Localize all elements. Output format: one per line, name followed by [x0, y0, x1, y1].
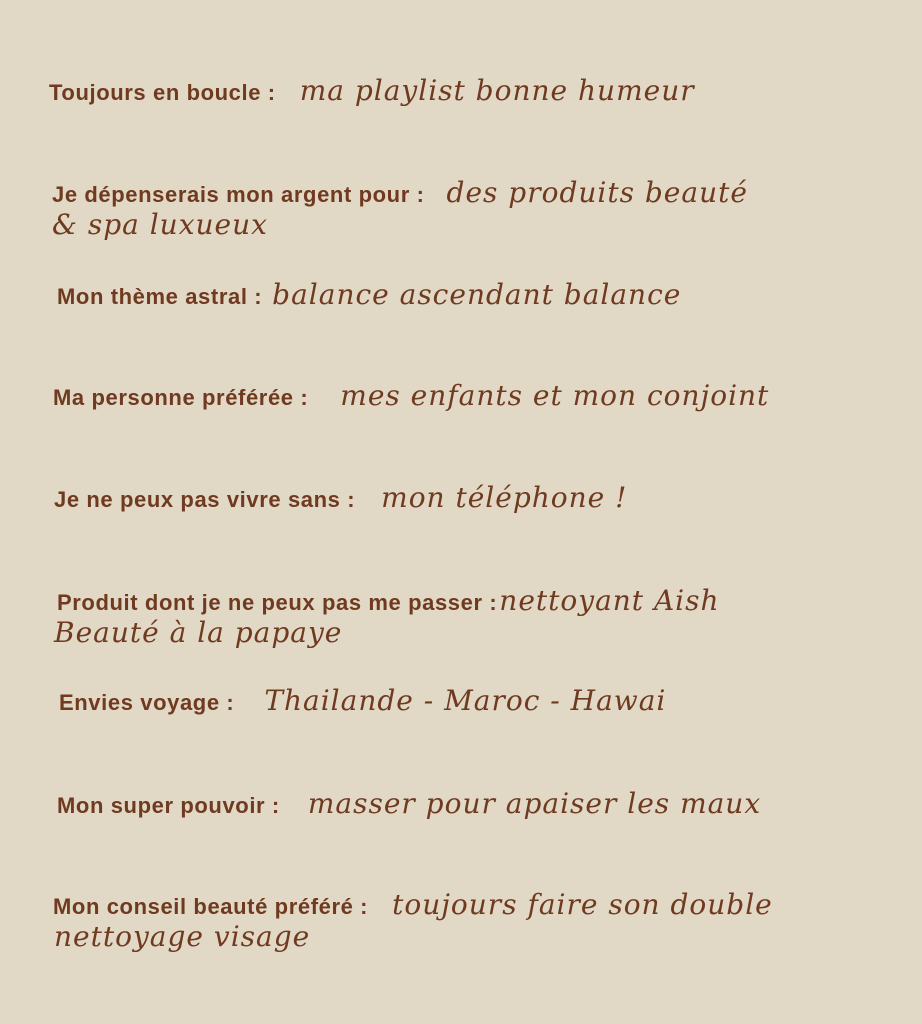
item-astral: [57, 278, 681, 311]
item-answer: toujours faire son double: [392, 888, 773, 921]
item-answer: Thailande - Maroc - Hawai: [264, 684, 667, 717]
item-answer: balance ascendant balance: [272, 278, 682, 311]
item-beauty-tip: [53, 888, 773, 921]
item-cant-live-without: [54, 481, 627, 514]
item-label: Ma personne préférée :: [53, 385, 309, 410]
item-favorite-person: [53, 379, 769, 412]
item-label: Toujours en boucle :: [49, 80, 276, 105]
item-label: Mon thème astral :: [57, 284, 263, 309]
item-answer-continued: & spa luxueux: [52, 208, 268, 241]
item-spending: [52, 176, 748, 209]
item-answer: mon téléphone !: [381, 481, 628, 514]
item-answer: masser pour apaiser les maux: [307, 787, 762, 820]
item-label: Mon conseil beauté préféré :: [53, 894, 369, 919]
item-label: Mon super pouvoir :: [57, 793, 280, 818]
item-favorite-product: [57, 584, 720, 617]
item-playlist: [49, 74, 695, 107]
item-label: Je ne peux pas vivre sans :: [54, 487, 356, 512]
item-answer-continued: Beauté à la papaye: [54, 616, 343, 649]
item-answer: mes enfants et mon conjoint: [340, 379, 770, 412]
item-answer: des produits beauté: [446, 176, 748, 209]
item-answer-continued: nettoyage visage: [54, 920, 311, 953]
item-answer: ma playlist bonne humeur: [299, 74, 695, 107]
item-label: Je dépenserais mon argent pour :: [52, 182, 425, 207]
item-travel: [59, 684, 666, 717]
item-label: Envies voyage :: [59, 690, 235, 715]
item-label: Produit dont je ne peux pas me passer :: [57, 590, 498, 615]
item-answer: nettoyant Aish: [499, 584, 720, 617]
item-superpower: [57, 787, 761, 820]
